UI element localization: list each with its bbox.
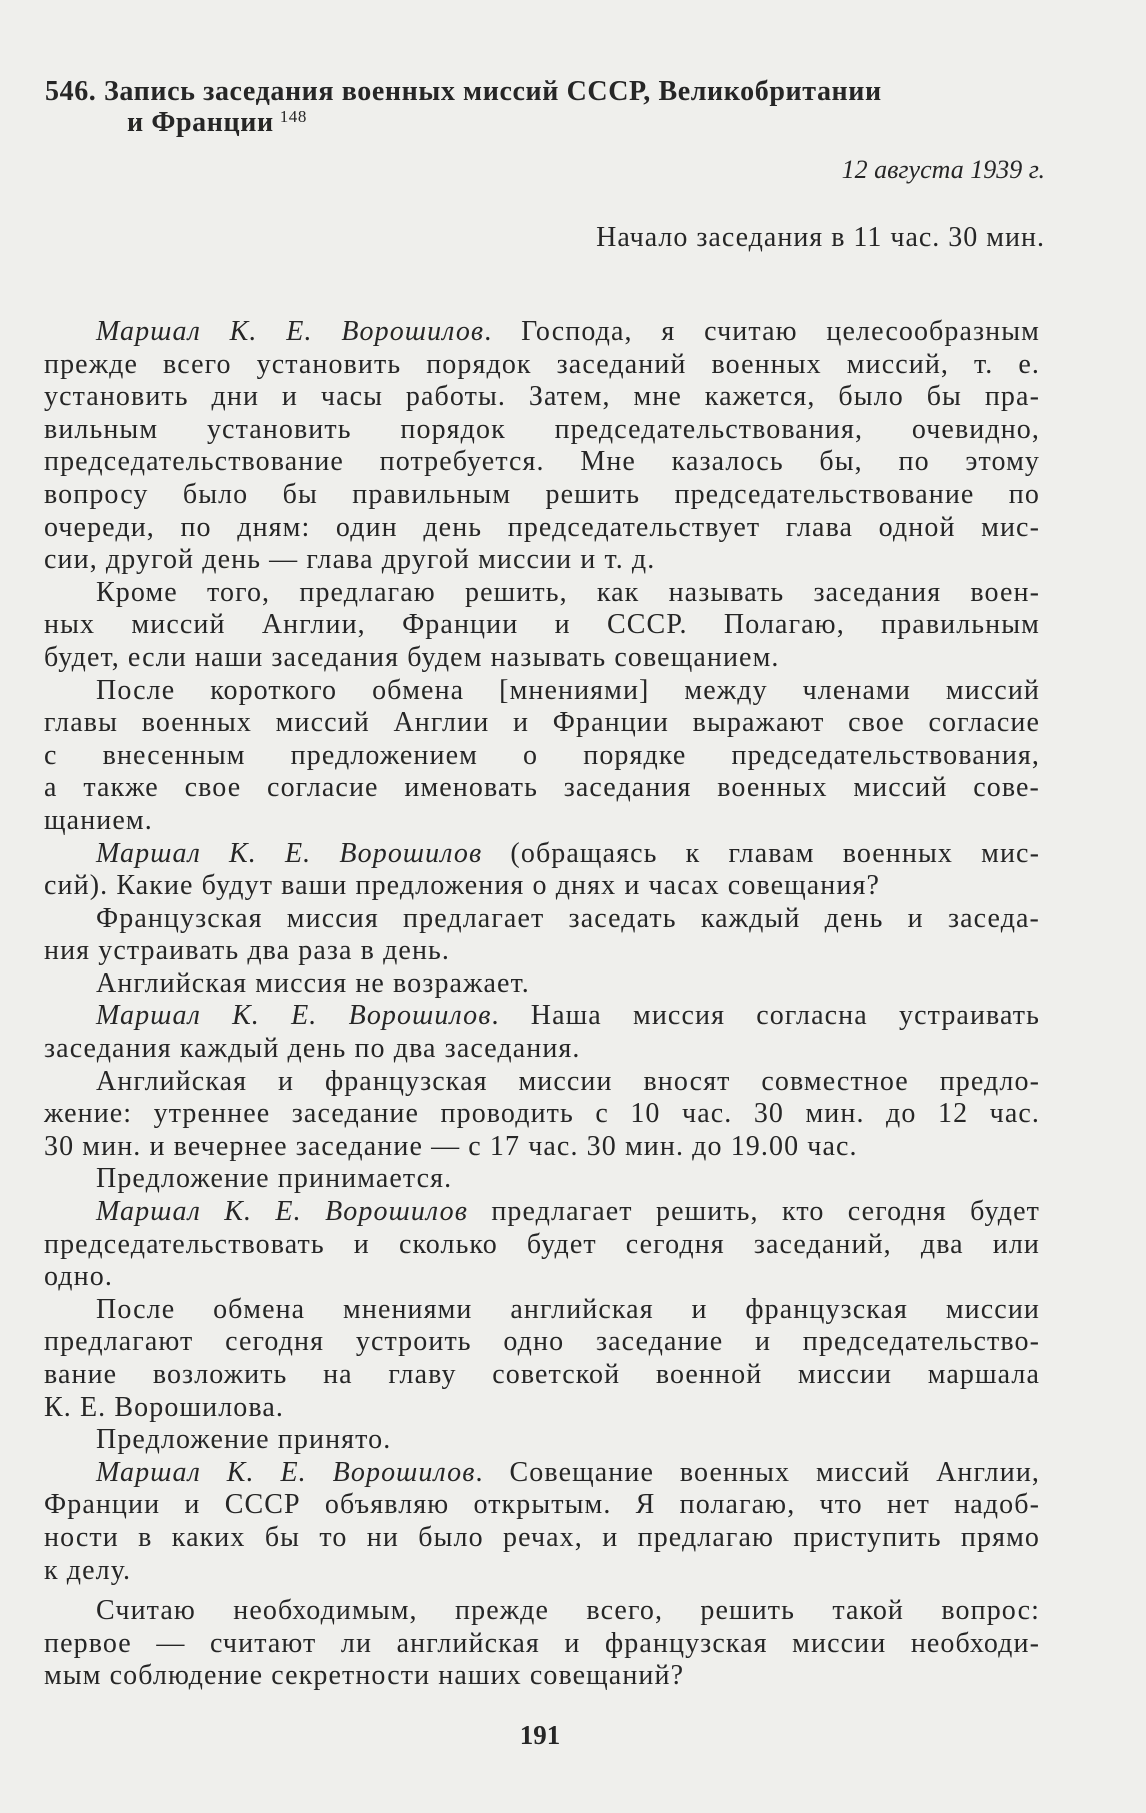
footnote-reference: 148 (279, 107, 307, 126)
paragraph (44, 1000, 1040, 1065)
text-line (44, 1261, 1040, 1294)
line-text: Считаю необходимым, прежде всего, решить такой вопрос: (96, 1595, 1040, 1627)
text-line (44, 1033, 1040, 1066)
line-text: Французская миссия предлагает заседать каждый день и заседа- (96, 902, 1040, 934)
page-number: 191 (519, 1720, 561, 1750)
text-line (44, 1555, 1040, 1588)
line-text: ных миссий Англии, Франции и СССР. Полагаю, правильным (44, 609, 1040, 641)
text-line (44, 1229, 1040, 1262)
line-text: жение: утреннее заседание проводить с 10 час. 30 мин. до 12 час. (44, 1098, 1040, 1130)
paragraph (44, 903, 1040, 968)
paragraph (44, 1066, 1040, 1164)
line-text: заседания каждый день по два заседания. (44, 1033, 581, 1065)
text-line (44, 903, 1040, 936)
document-date: 12 августа 1939 г. (841, 155, 1045, 184)
title-line-2 (45, 107, 1045, 138)
text-line (44, 1628, 1040, 1661)
document-title (45, 76, 1045, 138)
text-line (44, 1196, 1040, 1229)
text-line (44, 1522, 1040, 1555)
text-line (44, 707, 1040, 740)
line-text: вопросу было бы правильным решить председательствование по (44, 478, 1040, 510)
speaker-name: Маршал К. Е. Ворошилов (96, 1456, 476, 1488)
line-text: председательствование потребуется. Мне казалось бы, по этому (44, 446, 1040, 478)
title-line-2-text: и Франции (127, 107, 274, 138)
line-text: первое — считают ли английская и французская миссии необходи- (44, 1627, 1040, 1659)
paragraph (44, 577, 1040, 675)
text-line (44, 381, 1040, 414)
text-line (44, 838, 1040, 871)
paragraph (44, 968, 1040, 1001)
line-text: ния устраивать два раза в день. (44, 935, 451, 967)
text-line (44, 1163, 1040, 1196)
speaker-name: Маршал К. Е. Ворошилов (96, 837, 483, 869)
text-line (44, 1489, 1040, 1522)
line-text: . Наша миссия согласна устраивать (491, 1000, 1040, 1032)
line-text: будет, если наши заседания будем называть совещанием. (44, 641, 780, 673)
paragraph (44, 1424, 1040, 1457)
text-line (44, 968, 1040, 1001)
text-line (44, 316, 1040, 349)
text-line (44, 1392, 1040, 1425)
text-line (44, 349, 1040, 382)
line-text: (обращаясь к главам военных мис- (482, 837, 1040, 869)
text-line (44, 935, 1040, 968)
meeting-start-time: Начало заседания в 11 час. 30 мин. (596, 222, 1045, 253)
paragraph (44, 675, 1040, 838)
line-text: ности в каких бы то ни было речах, и предлагаю приступить прямо (44, 1521, 1040, 1553)
line-text: председательствовать и сколько будет сегодня заседаний, два или (44, 1228, 1040, 1260)
speaker-name: Маршал К. Е. Ворошилов (96, 1196, 468, 1228)
text-line (44, 805, 1040, 838)
paragraph (44, 1595, 1040, 1693)
line-text: Английская миссия не возражает. (96, 967, 530, 999)
line-text: . Совещание военных миссий Англии, (475, 1456, 1040, 1488)
line-text: главы военных миссий Англии и Франции выражают свое согласие (44, 707, 1040, 739)
text-line (44, 1595, 1040, 1628)
line-text: После короткого обмена [мнениями] между членами миссий (96, 674, 1040, 706)
paragraph (44, 316, 1040, 577)
line-text: предлагает решить, кто сегодня будет (467, 1196, 1040, 1228)
speaker-name: Маршал К. Е. Ворошилов (96, 316, 485, 347)
document-body (44, 316, 1040, 1693)
text-line (44, 577, 1040, 610)
line-text: вание возложить на главу советской военной миссии маршала (44, 1359, 1040, 1390)
text-line (44, 512, 1040, 545)
line-text: вильным установить порядок председательствования, очевидно, (44, 413, 1040, 445)
title-line-1: 546. Запись заседания военных миссий СССР, Великобритании (45, 76, 882, 107)
line-text: щанием. (44, 804, 153, 836)
line-text: мым соблюдение секретности наших совещаний? (44, 1660, 685, 1692)
line-text: к делу. (44, 1554, 132, 1586)
text-line (44, 609, 1040, 642)
line-text: Предложение принято. (96, 1424, 392, 1456)
paragraph (44, 1196, 1040, 1294)
text-line (44, 870, 1040, 903)
line-text: Франции и СССР объявляю открытым. Я полагаю, что нет надоб- (44, 1489, 1040, 1521)
line-text: с внесенным предложением о порядке председательствования, (44, 739, 1040, 771)
line-text: сий). Какие будут ваши предложения о днях и часах совещания? (44, 870, 880, 902)
text-line (44, 544, 1040, 577)
text-line (44, 1424, 1040, 1457)
line-text: сии, другой день — глава другой миссии и т. д. (44, 544, 656, 576)
line-text: К. Е. Ворошилова. (44, 1391, 284, 1423)
line-text: установить дни и часы работы. Затем, мне кажется, было бы пра- (44, 381, 1040, 413)
line-text: После обмена мнениями английская и французская миссии (96, 1293, 1040, 1325)
text-line (44, 446, 1040, 479)
line-text: Кроме того, предлагаю решить, как называть заседания воен- (96, 576, 1040, 608)
line-text: а также свое согласие именовать заседания военных миссий сове- (44, 772, 1040, 804)
text-line (44, 1098, 1040, 1131)
text-line (44, 414, 1040, 447)
line-text: Английская и французская миссии вносят совместное предло- (96, 1065, 1040, 1097)
line-text: предлагают сегодня устроить одно заседание и председательство- (44, 1326, 1040, 1358)
text-line (44, 1457, 1040, 1490)
text-line (44, 675, 1040, 708)
text-line (44, 1131, 1040, 1164)
text-line (44, 772, 1040, 805)
text-line (44, 479, 1040, 512)
text-line (44, 1066, 1040, 1099)
line-text: одно. (44, 1261, 113, 1293)
line-text: очереди, по дням: один день председательствует глава одной мис- (44, 511, 1040, 543)
paragraph (44, 1457, 1040, 1587)
paragraph (44, 1163, 1040, 1196)
text-line (44, 1660, 1040, 1693)
speaker-name: Маршал К. Е. Ворошилов (96, 1000, 492, 1032)
text-line (44, 740, 1040, 773)
text-line (44, 1294, 1040, 1327)
text-line (44, 1326, 1040, 1359)
line-text: . Господа, я считаю целесообразным (484, 316, 1040, 347)
text-line (44, 1359, 1040, 1392)
line-text: Предложение принимается. (96, 1163, 453, 1195)
text-line (44, 642, 1040, 675)
line-text: 30 мин. и вечернее заседание — с 17 час. 30 мин. до 19.00 час. (44, 1130, 858, 1162)
line-text: прежде всего установить порядок заседаний военных миссий, т. е. (44, 348, 1040, 380)
paragraph (44, 1294, 1040, 1424)
paragraph (44, 838, 1040, 903)
text-line (44, 1000, 1040, 1033)
